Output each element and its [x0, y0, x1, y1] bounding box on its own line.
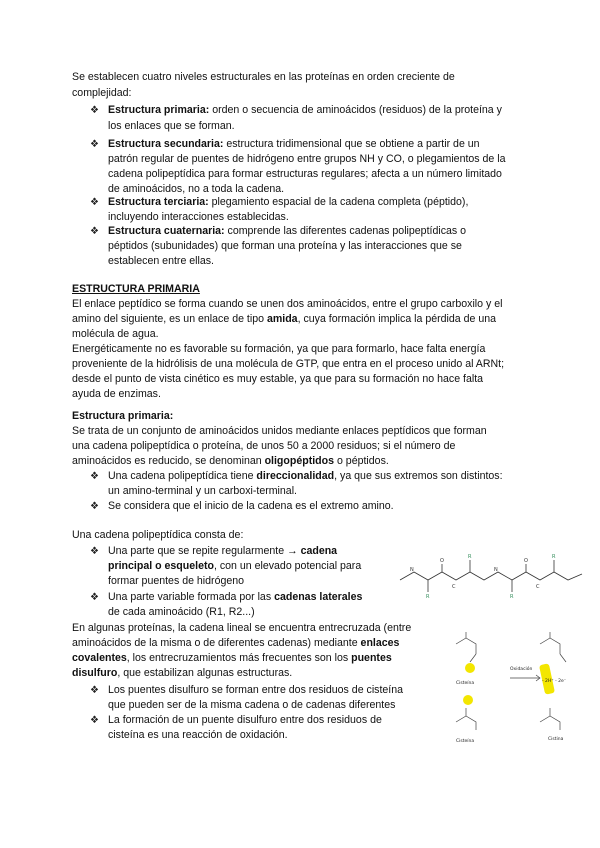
- term-label: Estructura cuaternaria:: [108, 225, 225, 237]
- svg-text:R: R: [468, 554, 472, 560]
- paragraph-line: En algunas proteínas, la cadena lineal se encuentra entrecruzada (entre: [72, 622, 412, 634]
- svg-text:C: C: [536, 584, 540, 590]
- paragraph-line: una cadena polipeptídica o proteína, de unos 50 a 2000 residuos; si el número de: [72, 440, 456, 452]
- list-item: Una cadena polipeptídica tiene direccionalidad, ya que sus extremos son distintos:: [108, 470, 503, 482]
- list-item-continuation: establecen entre ellas.: [108, 255, 215, 267]
- paragraph-line: ayuda de enzimas.: [72, 388, 161, 400]
- diamond-bullet-icon: ❖: [90, 685, 99, 696]
- diamond-bullet-icon: ❖: [90, 226, 99, 237]
- paragraph-line: Una cadena polipeptídica consta de:: [72, 529, 244, 541]
- term-label: Estructura secundaria:: [108, 138, 224, 150]
- svg-text:O: O: [440, 558, 444, 564]
- intro-line: complejidad:: [72, 87, 132, 99]
- bold-term: disulfuro: [72, 667, 118, 679]
- paragraph-line: molécula de agua.: [72, 328, 159, 340]
- term-label: Estructura terciaria:: [108, 196, 209, 208]
- list-item-continuation: un amino-terminal y un carboxi-terminal.: [108, 485, 297, 497]
- list-item-continuation: de aminoácidos, no a toda la cadena.: [108, 183, 285, 195]
- svg-text:N: N: [410, 567, 414, 573]
- paragraph-line: aminoácidos de la misma o de diferentes cadenas) mediante enlaces: [72, 637, 400, 649]
- diamond-bullet-icon: ❖: [90, 197, 99, 208]
- svg-text:O: O: [524, 558, 528, 564]
- diamond-bullet-icon: ❖: [90, 592, 99, 603]
- label-cysteine: Cisteína: [456, 681, 475, 686]
- list-item: Estructura terciaria: plegamiento espacial de la cadena completa (péptido),: [108, 196, 469, 208]
- list-item: Los puentes disulfuro se forman entre dos residuos de cisteína: [108, 684, 404, 696]
- list-item-continuation: los enlaces que se forman.: [108, 120, 235, 132]
- polypeptide-chain-figure: [396, 552, 586, 602]
- list-item-continuation: incluyendo interacciones establecidas.: [108, 211, 289, 223]
- paragraph-line: aminoácidos es reducido, se denominan oligopéptidos o péptidos.: [72, 455, 389, 467]
- list-item-continuation: que pueden ser de la misma cadena o de cadenas diferentes: [108, 699, 396, 711]
- subheading: Estructura primaria:: [72, 410, 174, 422]
- bold-term: covalentes: [72, 652, 127, 664]
- svg-text:R: R: [552, 554, 556, 560]
- svg-text:R: R: [510, 594, 514, 600]
- bold-term: enlaces: [360, 637, 400, 649]
- diamond-bullet-icon: ❖: [90, 139, 99, 150]
- disulfide-bridge-figure: [448, 630, 578, 750]
- list-item-continuation: formar puentes de hidrógeno: [108, 575, 245, 587]
- bold-term: oligopéptidos: [264, 455, 335, 467]
- backbone-zigzag: [400, 560, 582, 592]
- list-item: Una parte variable formada por las cadenas laterales: [108, 591, 363, 603]
- svg-text:N: N: [494, 567, 498, 573]
- paragraph-line: covalentes, los entrecruzamientos más frecuentes son los puentes: [72, 652, 392, 664]
- sidechain-labels: [426, 554, 556, 600]
- term-label: Estructura primaria:: [108, 104, 210, 116]
- bold-term: cadena: [300, 545, 338, 557]
- list-item-continuation: cadena polipeptídica para formar estructuras regulares; afecta a un número limitado: [108, 168, 502, 180]
- paragraph-line: El enlace peptídico se forma cuando se unen dos aminoácidos, entre el grupo carboxilo y el: [72, 298, 503, 310]
- label-oxidation: Oxidación: [510, 667, 533, 672]
- diamond-bullet-icon: ❖: [90, 501, 99, 512]
- label-cysteine-2: Cisteína: [456, 739, 475, 744]
- list-item: La formación de un puente disulfuro entre dos residuos de: [108, 714, 382, 726]
- list-item-continuation: de cada aminoácido (R1, R2...): [108, 606, 255, 618]
- intro-line: Se establecen cuatro niveles estructurales en las proteínas en orden creciente de: [72, 71, 455, 83]
- paragraph-line: proveniente de la hidrólisis de una molécula de GTP, que entra en el proceso unido al ARNt;: [72, 358, 505, 370]
- list-item: Se considera que el inicio de la cadena es el extremo amino.: [108, 500, 394, 512]
- diamond-bullet-icon: ❖: [90, 471, 99, 482]
- label-cystine: Cistina: [548, 737, 564, 742]
- paragraph-line: amino del siguiente, es un enlace de tipo amida, cuya formación implica la pérdida de una: [72, 313, 497, 325]
- paragraph-line: Energéticamente no es favorable su formación, ya que para formarlo, hace falta energía: [72, 343, 486, 355]
- paragraph-line: disulfuro, que estabilizan algunas estructuras.: [72, 667, 293, 679]
- list-item: Estructura primaria: orden o secuencia de aminoácidos (residuos) de la proteína y: [108, 104, 502, 116]
- list-item: Una parte que se repite regularmente → cadena: [108, 545, 338, 557]
- bold-term: cadenas laterales: [274, 591, 363, 603]
- diamond-bullet-icon: ❖: [90, 105, 99, 116]
- paragraph-line: desde el punto de vista cinético es muy estable, ya que para su formación no hace falta: [72, 373, 484, 385]
- atom-labels: [410, 558, 540, 590]
- diamond-bullet-icon: ❖: [90, 546, 99, 557]
- section-title: ESTRUCTURA PRIMARIA: [72, 283, 200, 295]
- bold-term: amida: [266, 313, 298, 325]
- svg-text:C: C: [452, 584, 456, 590]
- paragraph-line: Se trata de un conjunto de aminoácidos unidos mediante enlaces peptídicos que forman: [72, 425, 487, 437]
- svg-text:R: R: [426, 594, 430, 600]
- bold-term: puentes: [351, 652, 392, 664]
- bold-term: principal o esqueleto: [108, 560, 214, 572]
- list-item-continuation: principal o esqueleto, con un elevado potencial para: [108, 560, 362, 572]
- diamond-bullet-icon: ❖: [90, 715, 99, 726]
- sulfur-highlights: [463, 663, 555, 705]
- list-item-continuation: péptidos (subunidades) que forman una proteína y las interacciones que se: [108, 240, 462, 252]
- list-item-continuation: cisteína es una reacción de oxidación.: [108, 729, 288, 741]
- bold-term: direccionalidad: [256, 470, 335, 482]
- list-item-continuation: patrón regular de puentes de hidrógeno entre grupos NH y CO, o plegamientos de la: [108, 153, 506, 165]
- label-arrow: - 2H⁺ - 2e⁻: [542, 679, 567, 684]
- list-item: Estructura cuaternaria: comprende las diferentes cadenas polipeptídicas o: [108, 225, 467, 237]
- list-item: Estructura secundaria: estructura tridimensional que se obtiene a partir de un: [108, 138, 480, 150]
